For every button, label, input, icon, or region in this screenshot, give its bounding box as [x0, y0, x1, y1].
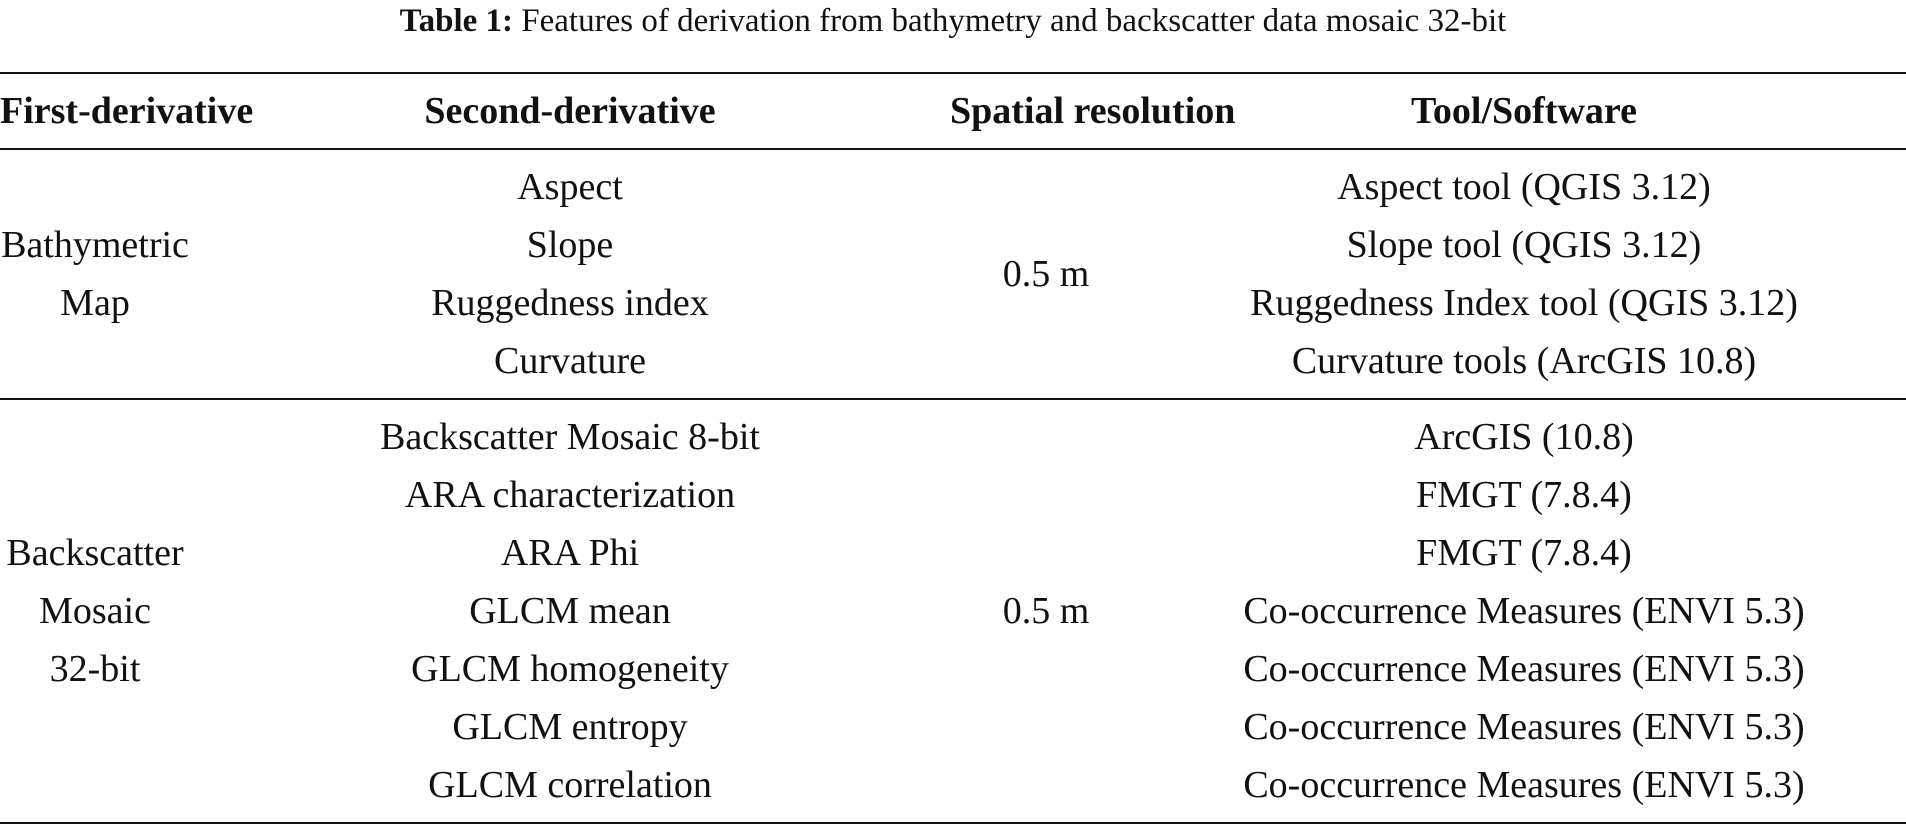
caption-text: Features of derivation from bathymetry and backscatter data mosaic 32-bit: [521, 3, 1507, 39]
tool-software-cell: [1142, 149, 1906, 399]
tool-software-value: Co-occurrence Measures (ENVI 5.3): [1243, 764, 1805, 806]
header-spatial-resolution: Spatial resolution: [950, 73, 1142, 149]
caption-label: Table 1:: [399, 3, 514, 39]
first-derivative-line: 32-bit: [49, 648, 141, 690]
spatial-resolution-cell: 0.5 m: [950, 399, 1142, 823]
second-derivative-cell: [190, 399, 950, 823]
features-table: [0, 72, 1906, 824]
header-first-derivative: First-derivative: [0, 73, 190, 149]
tool-software-value: Co-occurrence Measures (ENVI 5.3): [1243, 648, 1805, 690]
first-derivative-cell: [0, 399, 190, 823]
first-derivative-line: Map: [60, 282, 130, 324]
table-row: [0, 399, 1906, 823]
second-derivative-value: Aspect: [517, 166, 623, 208]
second-derivative-value: GLCM entropy: [452, 706, 688, 748]
second-derivative-cell: [190, 149, 950, 399]
tool-software-value: FMGT (7.8.4): [1416, 532, 1632, 574]
second-derivative-value: GLCM mean: [469, 590, 671, 632]
second-derivative-value: ARA Phi: [500, 532, 640, 574]
second-derivative-value: ARA characterization: [404, 474, 736, 516]
group-bathymetric: [0, 149, 1906, 399]
tool-software-cell: [1142, 399, 1906, 823]
header-second-derivative: Second-derivative: [190, 73, 950, 149]
second-derivative-value: Backscatter Mosaic 8-bit: [380, 416, 760, 458]
header-row: [0, 73, 1906, 149]
second-derivative-value: Slope: [526, 224, 614, 266]
first-derivative-line: Backscatter: [6, 532, 184, 574]
tool-software-value: Co-occurrence Measures (ENVI 5.3): [1243, 590, 1805, 632]
second-derivative-value: GLCM homogeneity: [411, 648, 729, 690]
tool-software-value: Co-occurrence Measures (ENVI 5.3): [1243, 706, 1805, 748]
tool-software-value: Aspect tool (QGIS 3.12): [1337, 166, 1711, 208]
table-row: [0, 149, 1906, 399]
group-backscatter: [0, 399, 1906, 823]
first-derivative-cell: [0, 149, 190, 399]
first-derivative-line: Bathymetric: [1, 224, 189, 266]
second-derivative-value: GLCM correlation: [428, 764, 712, 806]
second-derivative-value: Curvature: [494, 340, 646, 382]
tool-software-value: Slope tool (QGIS 3.12): [1346, 224, 1702, 266]
header-tool-software: Tool/Software: [1142, 73, 1906, 149]
first-derivative-line: Mosaic: [39, 590, 151, 632]
tool-software-value: Curvature tools (ArcGIS 10.8): [1291, 340, 1757, 382]
spatial-resolution-cell: 0.5 m: [1002, 253, 1090, 295]
table-caption: [0, 0, 1906, 50]
tool-software-value: Ruggedness Index tool (QGIS 3.12): [1250, 282, 1798, 324]
second-derivative-value: Ruggedness index: [431, 282, 709, 324]
tool-software-value: FMGT (7.8.4): [1416, 474, 1632, 516]
tool-software-value: ArcGIS (10.8): [1414, 416, 1634, 458]
